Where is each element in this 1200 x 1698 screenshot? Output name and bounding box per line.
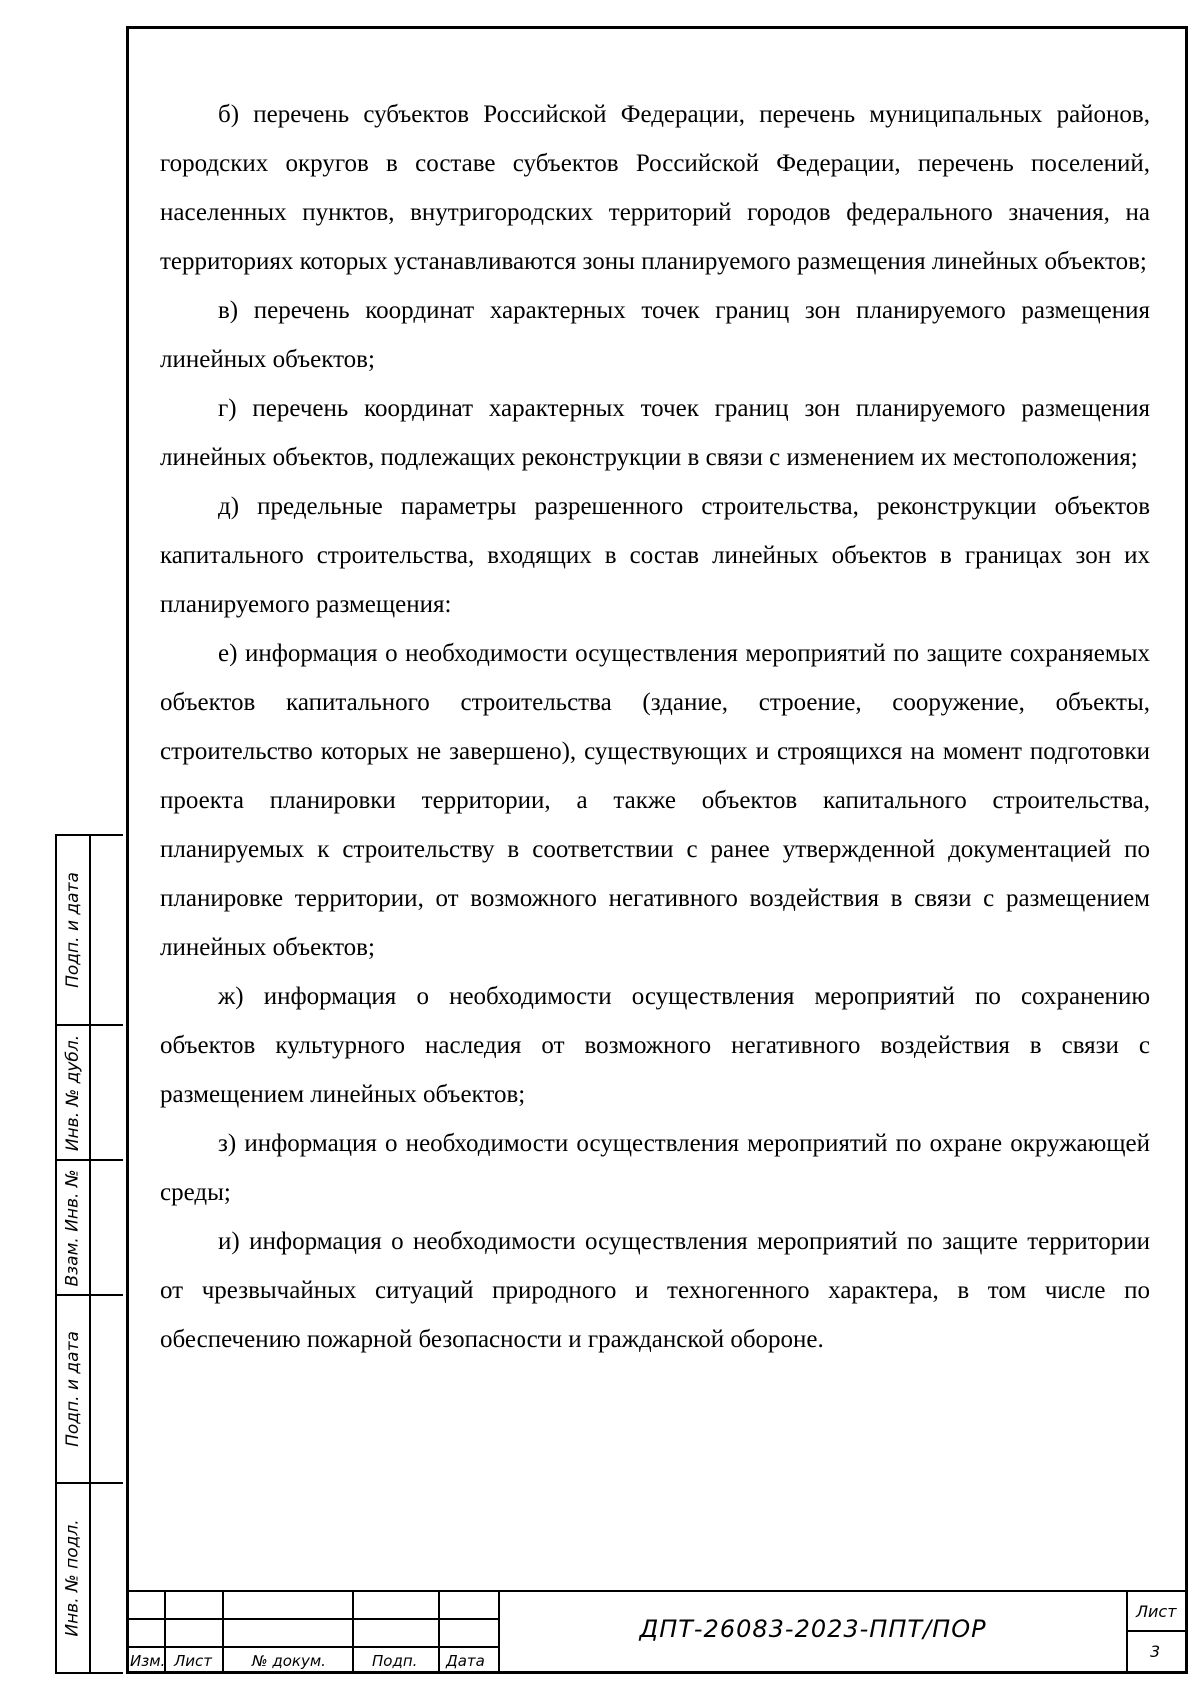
document-body: [160, 90, 1150, 1364]
title-block: [126, 1590, 1188, 1674]
side-label-inv-dubl: Инв. № дубл.: [63, 1034, 83, 1151]
sheet-label: Лист: [1136, 1602, 1177, 1621]
paragraph-e: е) информация о необходимости осуществления мероприятий по защите сохраняемых объектов капитального строительства (здание, строение, сооружение, объекты, строительство которых не завершено), существующих и строящихся на момент подготовки проекта планировки территории, а также объектов капитального строительства, планируемых к строительству в соответствии с ранее утвержденной документацией по планировке территории, от возможного негативного воздействия в связи с размещением линейных объектов;: [160, 640, 1150, 961]
paragraph-i: и) информация о необходимости осуществления мероприятий по защите территории от чрезвычайных ситуаций природного и техногенного характера, в том числе по обеспечению пожарной безопасности и гражданской обороне.: [160, 1228, 1150, 1353]
paragraph-z: з) информация о необходимости осуществления мероприятий по охране окружающей среды;: [160, 1130, 1150, 1206]
col-data-label: Дата: [446, 1652, 485, 1670]
side-label-podp-data-1: Подп. и дата: [63, 872, 83, 988]
side-cell-podp-data-2: [57, 1296, 123, 1484]
side-stamp: [55, 834, 123, 1674]
col-podp-label: Подп.: [372, 1652, 418, 1670]
document-code: ДПТ-26083-2023-ППТ/ПОР: [639, 1615, 987, 1643]
side-cell-podp-data-1: [57, 836, 123, 1026]
col-n-dokum-label: № докум.: [252, 1652, 326, 1670]
side-label-inv-podl: Инв. № подл.: [63, 1519, 84, 1637]
col-izm-label: Изм.: [130, 1652, 166, 1670]
paragraph-g: г) перечень координат характерных точек границ зон планируемого размещения линейных объектов, подлежащих реконструкции в связи с изменением их местоположения;: [160, 395, 1150, 471]
sheet-number: 3: [1150, 1642, 1161, 1661]
side-cell-inv-dubl: [57, 1026, 123, 1161]
paragraph-b: б) перечень субъектов Российской Федерации, перечень муниципальных районов, городских округов в составе субъектов Российской Федерации, перечень поселений, населенных пунктов, внутригородских территорий городов федерального значения, на территориях которых устанавливаются зоны планируемого размещения линейных объектов;: [160, 101, 1150, 275]
side-label-vzam-inv: Взам. Инв. №: [63, 1168, 83, 1287]
paragraph-d: д) предельные параметры разрешенного строительства, реконструкции объектов капитального строительства, входящих в состав линейных объектов в границах зон их планируемого размещения:: [160, 493, 1150, 618]
paragraph-zh: ж) информация о необходимости осуществления мероприятий по сохранению объектов культурного наследия от возможного негативного воздействия в связи с размещением линейных объектов;: [160, 983, 1150, 1108]
paragraph-v: в) перечень координат характерных точек границ зон планируемого размещения линейных объектов;: [160, 297, 1150, 373]
side-cell-inv-podl: [57, 1484, 123, 1672]
col-list-label: Лист: [174, 1652, 213, 1670]
side-cell-vzam-inv: [57, 1161, 123, 1296]
side-label-podp-data-2: Подп. и дата: [63, 1331, 83, 1447]
